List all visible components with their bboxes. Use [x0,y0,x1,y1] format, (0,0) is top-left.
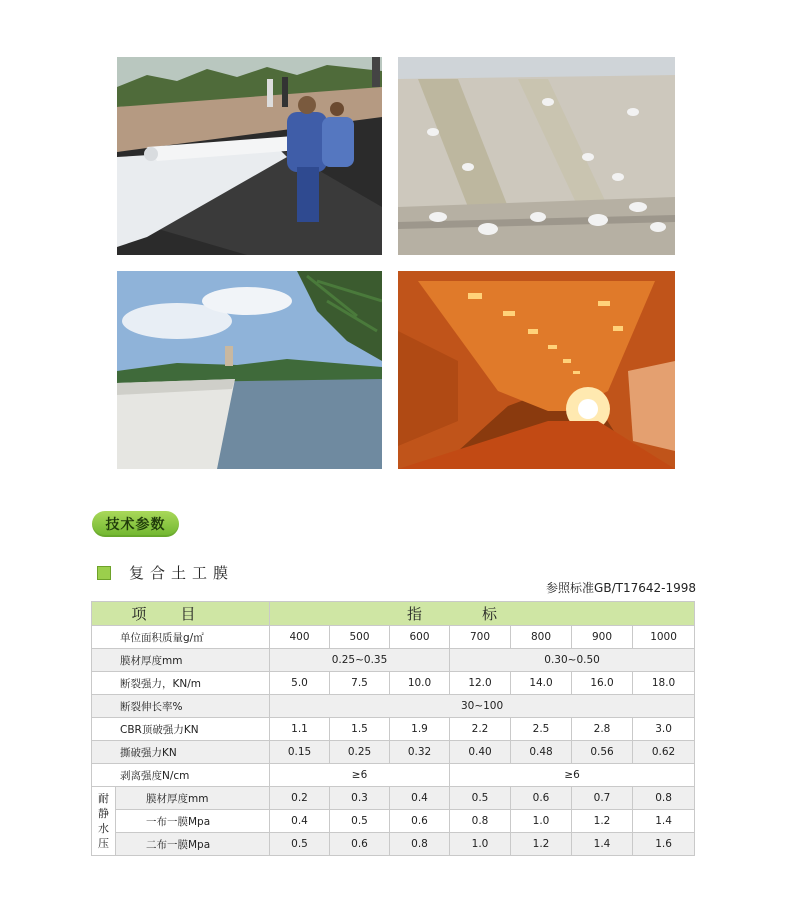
table-row: 剥离强度N/cm ≥6 ≥6 [92,764,695,787]
section-title: 技术参数 [105,517,166,533]
table-row: CBR顶破强力KN 1.1 1.5 1.9 2.2 2.5 2.8 3.0 [92,718,695,741]
header-item: 项目 [92,602,270,626]
photo-membrane-slope [398,57,675,255]
header-index: 指标 [270,602,695,626]
table-row: 断裂伸长率% 30~100 [92,695,695,718]
spec-table [91,601,695,856]
table-row: 撕破强力KN 0.15 0.25 0.32 0.40 0.48 0.56 0.62 [92,741,695,764]
standard-note: 参照标准GB/T17642-1998 [546,581,696,595]
table-row: 一布一膜Mpa 0.4 0.5 0.6 0.8 1.0 1.2 1.4 [92,810,695,833]
table-header-row [92,602,695,626]
table-row: 单位面积质量g/㎡ 400 500 600 700 800 900 1000 [92,626,695,649]
product-title: 复合土工膜 [129,564,235,582]
table-row: 断裂强力，KN/m 5.0 7.5 10.0 12.0 14.0 16.0 18.0 [92,672,695,695]
hydrostatic-group-label: 耐静水压 [92,787,116,856]
section-title-badge [92,511,179,537]
photo-tunnel [398,271,675,469]
table-row: 耐静水压 膜材厚度mm 0.2 0.3 0.4 0.5 0.6 0.7 0.8 [92,787,695,810]
bullet-square-icon [97,566,111,580]
table-row: 膜材厚度mm 0.25~0.35 0.30~0.50 [92,649,695,672]
table-row: 二布一膜Mpa 0.5 0.6 0.8 1.0 1.2 1.4 1.6 [92,833,695,856]
photo-reservoir-embankment [117,271,382,469]
photo-geomembrane-installation [117,57,382,255]
